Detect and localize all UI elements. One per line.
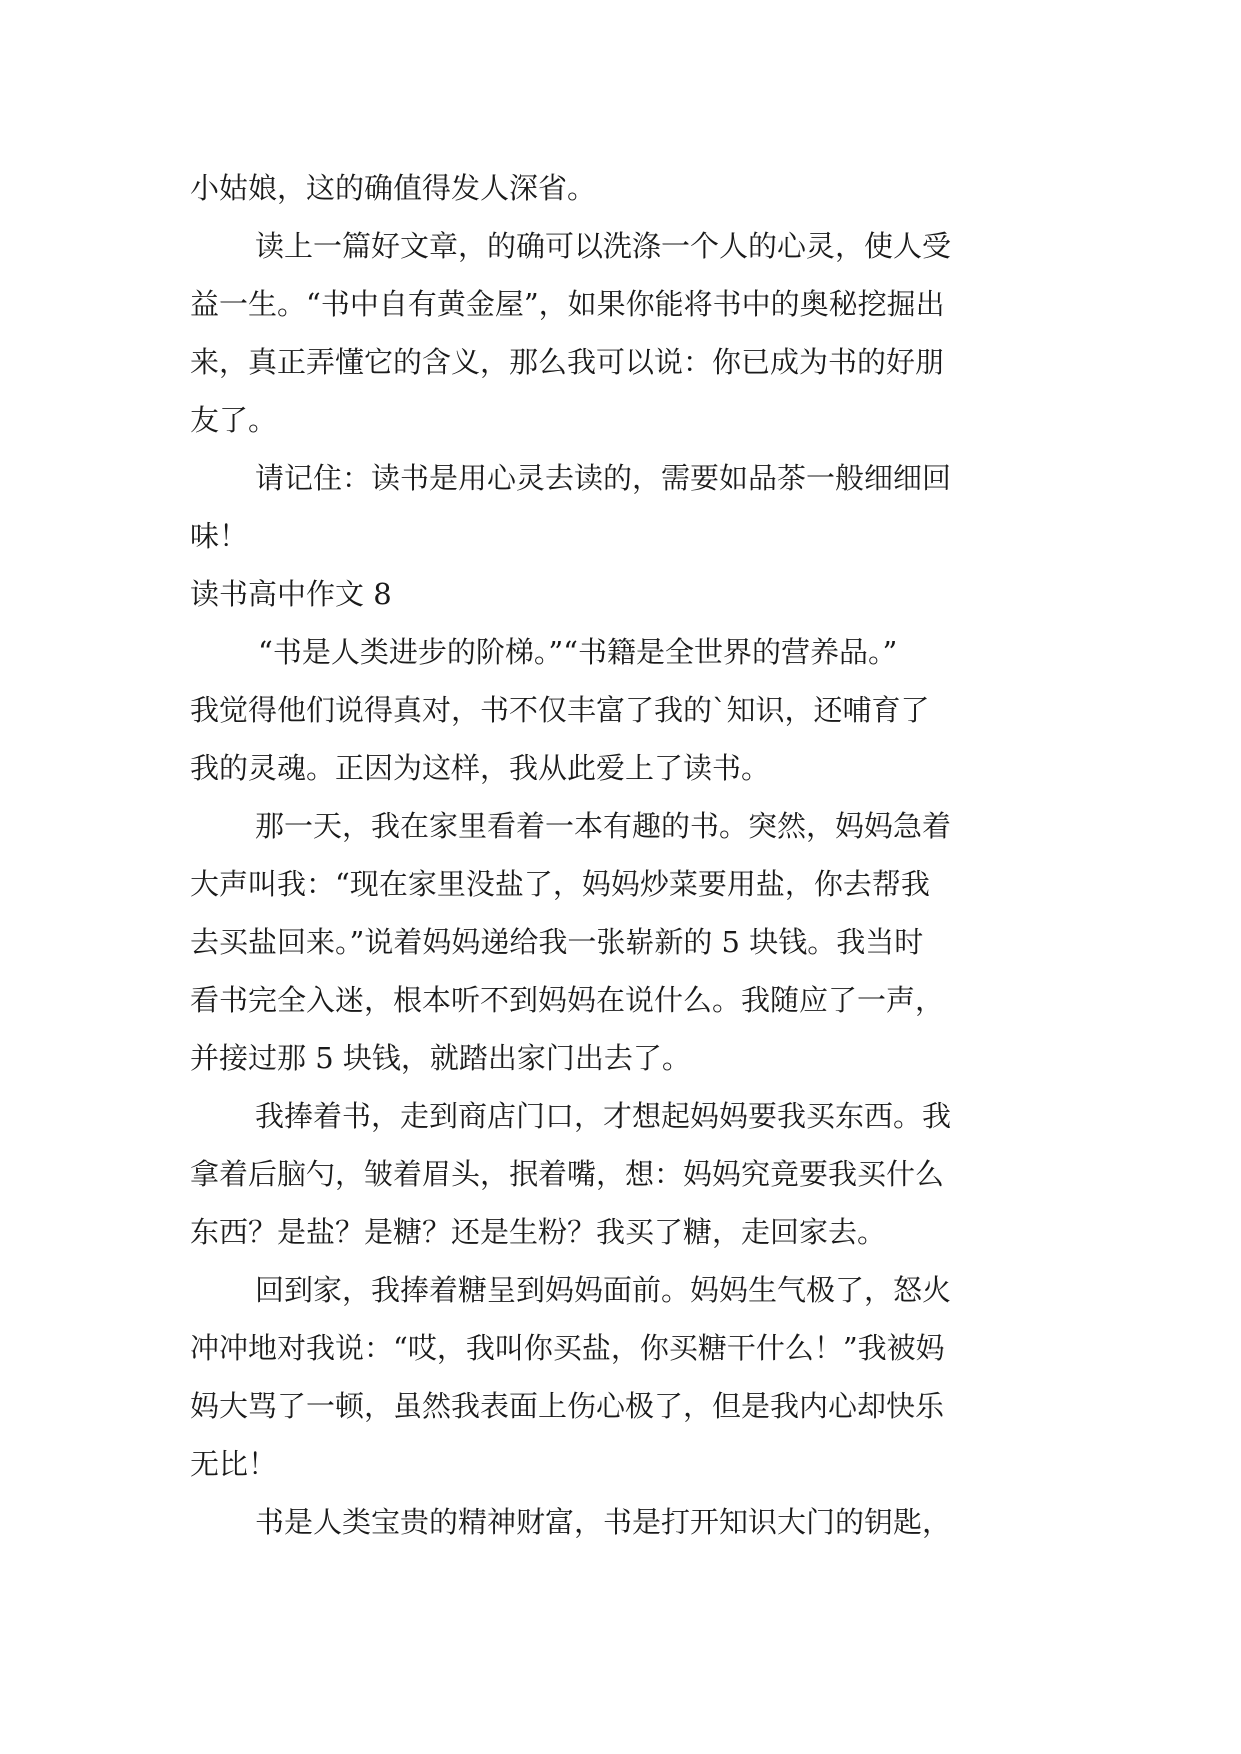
text-line: “书是人类进步的阶梯。”“书籍是全世界的营养品。” <box>258 635 898 669</box>
text-line: 并接过那 5 块钱，就踏出家门出去了。 <box>190 1041 691 1075</box>
text-line: 冲冲地对我说：“哎，我叫你买盐，你买糖干什么！”我被妈 <box>190 1331 945 1365</box>
text-line: 请记住：读书是用心灵去读的，需要如品茶一般细细回 <box>255 461 952 495</box>
text-line: 回到家，我捧着糖呈到妈妈面前。妈妈生气极了，怒火 <box>255 1273 952 1307</box>
text-line: 拿着后脑勺，皱着眉头，抿着嘴，想：妈妈究竟要我买什么 <box>190 1157 945 1191</box>
text-line: 我觉得他们说得真对，书不仅丰富了我的`知识，还哺育了 <box>190 693 930 727</box>
text-line: 妈大骂了一顿，虽然我表面上伤心极了，但是我内心却快乐 <box>190 1389 945 1423</box>
text-line: 东西？是盐？是糖？还是生粉？我买了糖，走回家去。 <box>190 1215 887 1249</box>
text-line: 那一天，我在家里看着一本有趣的书。突然，妈妈急着 <box>255 809 952 843</box>
text-line: 书是人类宝贵的精神财富，书是打开知识大门的钥匙， <box>255 1505 952 1539</box>
text-line: 小姑娘，这的确值得发人深省。 <box>190 171 597 205</box>
text-line: 我捧着书，走到商店门口，才想起妈妈要我买东西。我 <box>255 1099 952 1133</box>
text-line: 友了。 <box>190 403 278 437</box>
text-line: 大声叫我：“现在家里没盐了，妈妈炒菜要用盐，你去帮我 <box>190 867 930 901</box>
text-line: 益一生。“书中自有黄金屋”，如果你能将书中的奥秘挖掘出 <box>190 287 945 321</box>
text-line: 去买盐回来。”说着妈妈递给我一张崭新的 5 块钱。我当时 <box>190 925 924 959</box>
section-heading: 读书高中作文 8 <box>190 577 392 611</box>
text-line: 看书完全入迷，根本听不到妈妈在说什么。我随应了一声， <box>190 983 945 1017</box>
text-line: 读上一篇好文章，的确可以洗涤一个人的心灵，使人受 <box>255 229 952 263</box>
text-line: 来，真正弄懂它的含义，那么我可以说：你已成为书的好朋 <box>190 345 945 379</box>
text-line: 味！ <box>190 519 249 553</box>
text-line: 无比！ <box>190 1447 278 1481</box>
text-line: 我的灵魂。正因为这样，我从此爱上了读书。 <box>190 751 771 785</box>
